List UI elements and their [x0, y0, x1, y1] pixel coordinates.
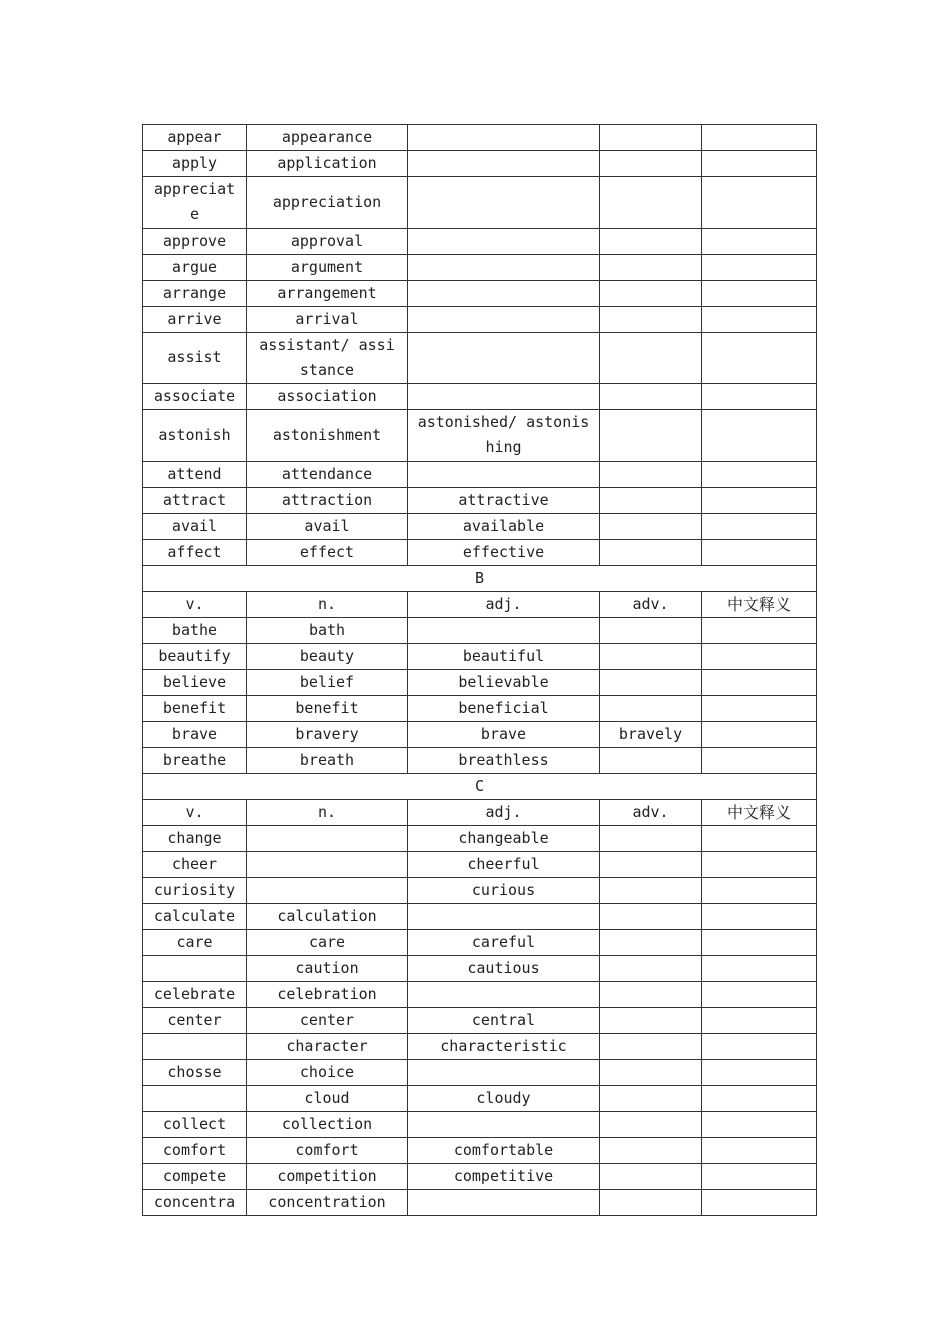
adverb-cell [600, 643, 702, 669]
adjective-cell [408, 254, 600, 280]
adverb-cell [600, 669, 702, 695]
verb-cell: arrive [143, 306, 247, 332]
adverb-cell [600, 177, 702, 229]
adverb-cell [600, 487, 702, 513]
adverb-cell [600, 1007, 702, 1033]
word-row [143, 721, 817, 747]
adjective-cell [408, 280, 600, 306]
adjective-cell [408, 617, 600, 643]
noun-cell: appearance [247, 125, 408, 151]
header-meaning: 中文释义 [702, 799, 817, 825]
verb-cell: astonish [143, 410, 247, 462]
meaning-cell [702, 903, 817, 929]
adjective-cell: astonished/ astonishing [408, 410, 600, 462]
noun-cell [247, 877, 408, 903]
section-letter-row [143, 773, 817, 799]
verb-cell: change [143, 825, 247, 851]
adverb-cell [600, 695, 702, 721]
noun-cell: argument [247, 254, 408, 280]
meaning-cell [702, 228, 817, 254]
word-row [143, 280, 817, 306]
verb-cell: believe [143, 669, 247, 695]
verb-cell: brave [143, 721, 247, 747]
meaning-cell [702, 177, 817, 229]
noun-cell: arrival [247, 306, 408, 332]
noun-cell: calculation [247, 903, 408, 929]
noun-cell: caution [247, 955, 408, 981]
meaning-cell [702, 1085, 817, 1111]
noun-cell: belief [247, 669, 408, 695]
adjective-cell: central [408, 1007, 600, 1033]
adjective-cell: brave [408, 721, 600, 747]
adverb-cell [600, 851, 702, 877]
meaning-cell [702, 1111, 817, 1137]
word-row [143, 851, 817, 877]
meaning-cell [702, 254, 817, 280]
verb-cell: associate [143, 384, 247, 410]
adjective-cell: comfortable [408, 1137, 600, 1163]
word-row [143, 929, 817, 955]
word-row [143, 903, 817, 929]
word-row [143, 254, 817, 280]
meaning-cell [702, 929, 817, 955]
adverb-cell [600, 384, 702, 410]
adverb-cell [600, 617, 702, 643]
word-row [143, 1163, 817, 1189]
meaning-cell [702, 1007, 817, 1033]
meaning-cell [702, 151, 817, 177]
column-header-row [143, 591, 817, 617]
adverb-cell [600, 151, 702, 177]
adverb-cell [600, 929, 702, 955]
meaning-cell [702, 851, 817, 877]
adjective-cell: breathless [408, 747, 600, 773]
adjective-cell [408, 1059, 600, 1085]
verb-cell: benefit [143, 695, 247, 721]
word-row [143, 877, 817, 903]
header-verb: v. [143, 799, 247, 825]
word-row [143, 1137, 817, 1163]
verb-cell: calculate [143, 903, 247, 929]
word-row [143, 1033, 817, 1059]
verb-cell [143, 1033, 247, 1059]
noun-cell: attraction [247, 487, 408, 513]
noun-cell: character [247, 1033, 408, 1059]
header-adverb: adv. [600, 799, 702, 825]
noun-cell: bravery [247, 721, 408, 747]
adverb-cell [600, 539, 702, 565]
adverb-cell [600, 513, 702, 539]
meaning-cell [702, 981, 817, 1007]
noun-cell: attendance [247, 461, 408, 487]
verb-cell: celebrate [143, 981, 247, 1007]
verb-cell: center [143, 1007, 247, 1033]
adjective-cell: changeable [408, 825, 600, 851]
verb-cell: curiosity [143, 877, 247, 903]
adverb-cell [600, 1111, 702, 1137]
noun-cell: approval [247, 228, 408, 254]
word-row [143, 539, 817, 565]
adverb-cell [600, 981, 702, 1007]
meaning-cell [702, 955, 817, 981]
verb-cell: avail [143, 513, 247, 539]
adjective-cell: careful [408, 929, 600, 955]
noun-cell: application [247, 151, 408, 177]
adverb-cell [600, 306, 702, 332]
adverb-cell [600, 1137, 702, 1163]
word-row [143, 461, 817, 487]
meaning-cell [702, 384, 817, 410]
meaning-cell [702, 1163, 817, 1189]
verb-cell: concentra [143, 1189, 247, 1215]
header-meaning: 中文释义 [702, 591, 817, 617]
word-forms-table [142, 124, 817, 1216]
adjective-cell: beautiful [408, 643, 600, 669]
noun-cell: comfort [247, 1137, 408, 1163]
adjective-cell [408, 177, 600, 229]
verb-cell: argue [143, 254, 247, 280]
word-row [143, 1059, 817, 1085]
word-forms-table-body [143, 125, 817, 1216]
adjective-cell: cheerful [408, 851, 600, 877]
adjective-cell [408, 384, 600, 410]
noun-cell: effect [247, 539, 408, 565]
adjective-cell: beneficial [408, 695, 600, 721]
adverb-cell [600, 1189, 702, 1215]
meaning-cell [702, 487, 817, 513]
adverb-cell [600, 125, 702, 151]
noun-cell [247, 825, 408, 851]
verb-cell: cheer [143, 851, 247, 877]
word-row [143, 825, 817, 851]
word-row [143, 695, 817, 721]
meaning-cell [702, 461, 817, 487]
header-noun: n. [247, 591, 408, 617]
adverb-cell [600, 280, 702, 306]
noun-cell: appreciation [247, 177, 408, 229]
word-row [143, 669, 817, 695]
noun-cell: breath [247, 747, 408, 773]
adjective-cell [408, 461, 600, 487]
adverb-cell [600, 747, 702, 773]
verb-cell: bathe [143, 617, 247, 643]
meaning-cell [702, 1033, 817, 1059]
noun-cell: concentration [247, 1189, 408, 1215]
word-row [143, 981, 817, 1007]
meaning-cell [702, 643, 817, 669]
noun-cell: cloud [247, 1085, 408, 1111]
adverb-cell [600, 228, 702, 254]
adjective-cell [408, 228, 600, 254]
meaning-cell [702, 617, 817, 643]
meaning-cell [702, 513, 817, 539]
noun-cell: avail [247, 513, 408, 539]
noun-cell: assistant/ assistance [247, 332, 408, 384]
adjective-cell: attractive [408, 487, 600, 513]
word-row [143, 617, 817, 643]
meaning-cell [702, 747, 817, 773]
adjective-cell [408, 306, 600, 332]
verb-cell: affect [143, 539, 247, 565]
meaning-cell [702, 669, 817, 695]
word-row [143, 228, 817, 254]
adjective-cell [408, 1189, 600, 1215]
noun-cell: celebration [247, 981, 408, 1007]
verb-cell: appreciate [143, 177, 247, 229]
word-row [143, 125, 817, 151]
adverb-cell [600, 825, 702, 851]
adjective-cell: available [408, 513, 600, 539]
adjective-cell: cautious [408, 955, 600, 981]
adverb-cell [600, 1163, 702, 1189]
header-verb: v. [143, 591, 247, 617]
section-letter-row [143, 565, 817, 591]
verb-cell: comfort [143, 1137, 247, 1163]
adverb-cell [600, 903, 702, 929]
noun-cell: care [247, 929, 408, 955]
adverb-cell [600, 1085, 702, 1111]
meaning-cell [702, 695, 817, 721]
word-row [143, 1085, 817, 1111]
verb-cell: assist [143, 332, 247, 384]
word-row [143, 487, 817, 513]
verb-cell: attract [143, 487, 247, 513]
verb-cell: collect [143, 1111, 247, 1137]
meaning-cell [702, 877, 817, 903]
word-row [143, 643, 817, 669]
adverb-cell [600, 254, 702, 280]
word-row [143, 306, 817, 332]
noun-cell: choice [247, 1059, 408, 1085]
adjective-cell: curious [408, 877, 600, 903]
header-noun: n. [247, 799, 408, 825]
meaning-cell [702, 1137, 817, 1163]
adverb-cell [600, 1059, 702, 1085]
adjective-cell [408, 981, 600, 1007]
verb-cell: arrange [143, 280, 247, 306]
word-row [143, 747, 817, 773]
section-letter: B [143, 565, 817, 591]
noun-cell: center [247, 1007, 408, 1033]
adverb-cell [600, 410, 702, 462]
noun-cell: astonishment [247, 410, 408, 462]
meaning-cell [702, 410, 817, 462]
meaning-cell [702, 125, 817, 151]
word-row [143, 410, 817, 462]
noun-cell: benefit [247, 695, 408, 721]
adverb-cell [600, 461, 702, 487]
adverb-cell: bravely [600, 721, 702, 747]
noun-cell [247, 851, 408, 877]
adjective-cell: characteristic [408, 1033, 600, 1059]
word-row [143, 1111, 817, 1137]
meaning-cell [702, 280, 817, 306]
adverb-cell [600, 877, 702, 903]
header-adjective: adj. [408, 799, 600, 825]
noun-cell: beauty [247, 643, 408, 669]
meaning-cell [702, 332, 817, 384]
meaning-cell [702, 1189, 817, 1215]
meaning-cell [702, 539, 817, 565]
word-row [143, 513, 817, 539]
header-adverb: adv. [600, 591, 702, 617]
header-adjective: adj. [408, 591, 600, 617]
section-letter: C [143, 773, 817, 799]
word-row [143, 151, 817, 177]
verb-cell: beautify [143, 643, 247, 669]
word-row [143, 177, 817, 229]
noun-cell: competition [247, 1163, 408, 1189]
noun-cell: association [247, 384, 408, 410]
verb-cell [143, 1085, 247, 1111]
adjective-cell [408, 1111, 600, 1137]
adverb-cell [600, 332, 702, 384]
adjective-cell [408, 125, 600, 151]
meaning-cell [702, 721, 817, 747]
verb-cell: compete [143, 1163, 247, 1189]
adverb-cell [600, 955, 702, 981]
verb-cell: breathe [143, 747, 247, 773]
verb-cell: approve [143, 228, 247, 254]
meaning-cell [702, 1059, 817, 1085]
meaning-cell [702, 306, 817, 332]
word-row [143, 955, 817, 981]
adjective-cell: believable [408, 669, 600, 695]
adjective-cell: effective [408, 539, 600, 565]
verb-cell: care [143, 929, 247, 955]
noun-cell: arrangement [247, 280, 408, 306]
verb-cell: appear [143, 125, 247, 151]
adjective-cell [408, 332, 600, 384]
verb-cell: attend [143, 461, 247, 487]
verb-cell: apply [143, 151, 247, 177]
word-row [143, 1007, 817, 1033]
noun-cell: collection [247, 1111, 408, 1137]
adjective-cell: competitive [408, 1163, 600, 1189]
word-row [143, 332, 817, 384]
verb-cell [143, 955, 247, 981]
word-row [143, 1189, 817, 1215]
word-row [143, 384, 817, 410]
adverb-cell [600, 1033, 702, 1059]
noun-cell: bath [247, 617, 408, 643]
adjective-cell: cloudy [408, 1085, 600, 1111]
meaning-cell [702, 825, 817, 851]
adjective-cell [408, 903, 600, 929]
adjective-cell [408, 151, 600, 177]
column-header-row [143, 799, 817, 825]
verb-cell: chosse [143, 1059, 247, 1085]
